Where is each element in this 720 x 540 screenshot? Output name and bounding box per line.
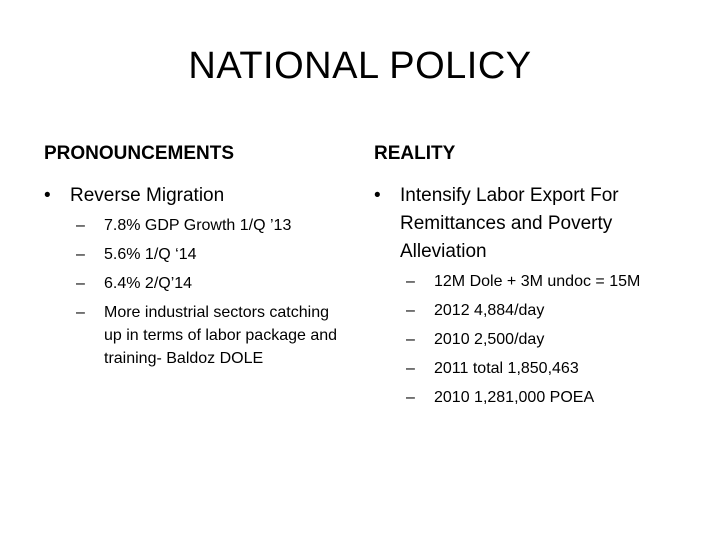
slide-title: NATIONAL POLICY bbox=[188, 45, 532, 87]
pronouncements-column bbox=[44, 140, 344, 376]
dash-icon: – bbox=[406, 302, 415, 319]
dash-icon: – bbox=[406, 331, 415, 348]
list-item: – 7.8% GDP Growth 1/Q ’13 bbox=[44, 214, 344, 237]
reality-bullet bbox=[374, 182, 694, 266]
dash-icon: – bbox=[76, 217, 85, 234]
pronouncements-heading: PRONOUNCEMENTS bbox=[44, 143, 235, 164]
list-item: – 6.4% 2/Q’14 bbox=[44, 272, 344, 295]
list-item: – 2010 2,500/day bbox=[374, 328, 694, 351]
list-item: – 2010 1,281,000 POEA bbox=[374, 386, 694, 409]
list-item: – More industrial sectors catching up in terms of labor package and training- Baldoz DOLE bbox=[44, 301, 344, 370]
dash-icon: – bbox=[76, 246, 85, 263]
reality-column bbox=[374, 140, 694, 415]
dash-icon: – bbox=[406, 360, 415, 377]
dash-icon: – bbox=[76, 304, 85, 321]
dash-icon: – bbox=[406, 389, 415, 406]
reality-heading: REALITY bbox=[374, 143, 456, 164]
list-item: – 2012 4,884/day bbox=[374, 299, 694, 322]
list-item: – 2011 total 1,850,463 bbox=[374, 357, 694, 380]
dash-icon: – bbox=[406, 273, 415, 290]
pronouncements-bullet-text: Reverse Migration bbox=[70, 185, 225, 206]
bullet-icon: • bbox=[374, 185, 381, 206]
bullet-icon: • bbox=[44, 185, 51, 206]
dash-icon: – bbox=[76, 275, 85, 292]
reality-bullet-text: Intensify Labor Export For Remittances and Poverty Alleviation bbox=[400, 185, 619, 262]
reality-sublist bbox=[374, 270, 694, 409]
pronouncements-sublist bbox=[44, 214, 344, 370]
pronouncements-bullet bbox=[44, 182, 344, 210]
list-item: – 12M Dole + 3M undoc = 15M bbox=[374, 270, 694, 293]
list-item: – 5.6% 1/Q ‘14 bbox=[44, 243, 344, 266]
